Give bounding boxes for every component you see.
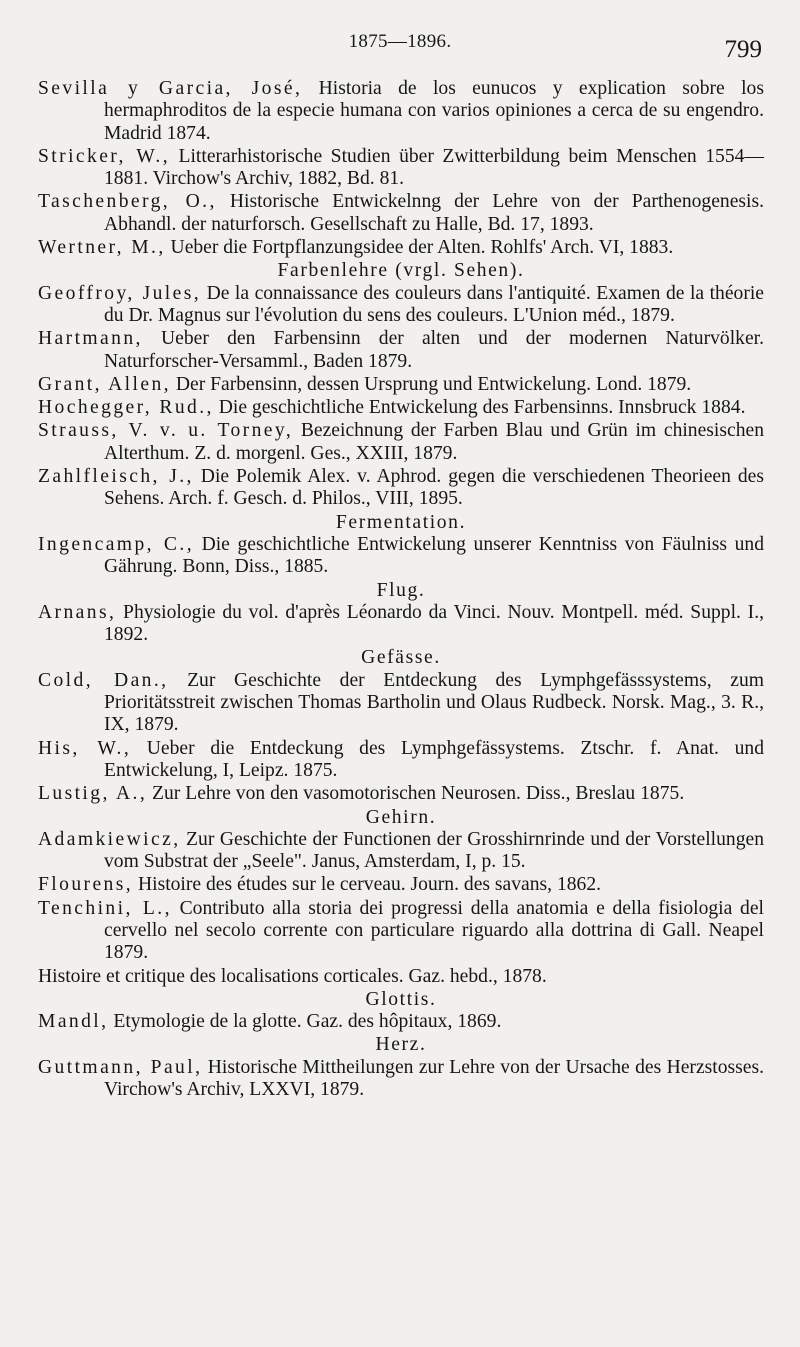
entry-author: Wertner, M., [38, 237, 166, 259]
entry-citation: Bezeichnung der Farben Blau und Grün im chinesischen Alterthum. Z. d. morgenl. Ges., XXIII, 1879. [104, 420, 764, 464]
bibliography-entry [38, 146, 764, 191]
entry-citation: Zur Geschichte der Functionen der Grosshirnrinde und der Vorstellungen vom Substrat der „Seele". Janus, Amsterdam, I, p. 15. [104, 828, 764, 873]
entry-citation: Zur Geschichte der Entdeckung des Lymphgefässsystems, zum Prioritätsstreit zwischen Thomas Bartholin und Olaus Rudbeck. Norsk. Mag., 3. R., IX, 1879. [104, 669, 764, 736]
bibliography-entry [38, 191, 764, 236]
entry-author: Taschenberg, O., [38, 191, 217, 213]
page-number: 799 [724, 36, 762, 63]
entry-author: Cold, Dan., [38, 669, 169, 691]
running-header: 1875—1896. [348, 31, 452, 52]
bibliography-entry [38, 874, 764, 896]
bibliography-body [38, 78, 764, 1102]
section-heading: Gefässe. [361, 647, 441, 669]
entry-citation: Contributo alla storia dei progressi della anatomia e della fisiologia del cervello nel secolo corrente con particulare riguardo alla dottrina di Gall. Neapel 1879. [104, 897, 764, 964]
entry-author: Tenchini, L., [38, 897, 172, 919]
entry-citation: Der Farbensinn, dessen Ursprung und Entwickelung. Lond. 1879. [170, 373, 692, 395]
entry-author: Mandl, [38, 1011, 109, 1033]
entry-author: Lustig, A., [38, 783, 148, 805]
bibliography-entry [38, 283, 764, 328]
section-heading: Farbenlehre (vrgl. Sehen). [277, 260, 525, 282]
entry-author: His, W., [38, 737, 132, 759]
entry-author: Grant, Allen, [38, 373, 171, 395]
entry-citation: Die geschichtliche Entwickelung unserer Kenntniss von Fäulniss und Gährung. Bonn, Diss., 1885. [104, 533, 764, 578]
entry-citation: Ueber den Farbensinn der alten und der modernen Naturvölker. Naturforscher-Versamml., Baden 1879. [104, 328, 764, 372]
bibliography-entry [38, 534, 764, 579]
section-heading: Herz. [375, 1034, 427, 1056]
entry-citation: Historia de los eunucos y explication sobre los hermaphroditos de la especie humana con varios opiniones a cerca de su engendro. Madrid 1874. [104, 78, 764, 144]
bibliography-entry [38, 1057, 764, 1102]
bibliography-entry [38, 783, 764, 805]
entry-author: Guttmann, Paul, [38, 1056, 203, 1078]
entry-citation: Die geschichtliche Entwickelung des Farbensinns. Innsbruck 1884. [213, 397, 746, 419]
bibliography-entry [38, 966, 764, 988]
entry-citation: Histoire des études sur le cerveau. Journ. des savans, 1862. [133, 874, 602, 896]
bibliography-entry [38, 670, 764, 737]
bibliography-entry [38, 328, 764, 373]
bibliography-entry [38, 466, 764, 511]
entry-author: Adamkiewicz, [38, 828, 181, 850]
entry-citation: Zur Lehre von den vasomotorischen Neurosen. Diss., Breslau 1875. [147, 783, 685, 805]
section-heading: Glottis. [365, 988, 437, 1010]
entry-author: Flourens, [38, 874, 134, 896]
bibliography-entry [38, 1011, 764, 1033]
entry-author: Arnans, [38, 601, 117, 623]
entry-citation: Ueber die Fortpflanzungsidee der Alten. Rohlfs' Arch. VI, 1883. [165, 237, 674, 259]
bibliography-entry [38, 237, 764, 259]
entry-citation: Historische Mittheilungen zur Lehre von der Ursache des Herzstosses. Virchow's Archiv, LXXVI, 1879. [104, 1056, 764, 1101]
section-heading: Gehirn. [365, 806, 437, 828]
entry-citation: Die Polemik Alex. v. Aphrod. gegen die verschiedenen Theorieen des Sehens. Arch. f. Gesch. d. Philos., VIII, 1895. [104, 466, 765, 510]
entry-author: Stricker, W., [38, 145, 170, 167]
bibliography-entry [38, 829, 764, 874]
entry-author: Hartmann, [38, 328, 143, 350]
entry-citation: Etymologie de la glotte. Gaz. des hôpitaux, 1869. [108, 1011, 502, 1033]
bibliography-entry [38, 397, 764, 419]
bibliography-entry [38, 898, 764, 965]
entry-author: Ingencamp, C., [38, 533, 194, 555]
bibliography-entry [38, 420, 764, 465]
entry-citation: Histoire et critique des localisations corticales. Gaz. hebd., 1878. [38, 965, 547, 987]
bibliography-entry [38, 738, 764, 783]
bibliography-entry [38, 602, 764, 647]
section-heading: Flug. [376, 579, 426, 601]
entry-author: Geoffroy, Jules, [38, 282, 202, 304]
entry-author: Strauss, V. v. u. Torney, [38, 420, 294, 442]
entry-citation: Historische Entwickelnng der Lehre von der Parthenogenesis. Abhandl. der naturforsch. Gesellschaft zu Halle, Bd. 17, 1893. [104, 191, 765, 235]
entry-citation: Ueber die Entdeckung des Lymphgefässystems. Ztschr. f. Anat. und Entwickelung, I, Leipz. 1875. [104, 737, 764, 781]
entry-author: Zahlfleisch, J., [38, 466, 194, 488]
entry-citation: Physiologie du vol. d'après Léonardo da Vinci. Nouv. Montpell. méd. Suppl. I., 1892. [104, 601, 764, 646]
entry-author: Sevilla y Garcia, José, [38, 78, 303, 99]
bibliography-entry [38, 374, 764, 396]
entry-citation: Litterarhistorische Studien über Zwitterbildung beim Menschen 1554—1881. Virchow's Archiv, 1882, Bd. 81. [104, 145, 765, 190]
section-heading: Fermentation. [335, 511, 467, 533]
entry-citation: De la connaissance des couleurs dans l'antiquité. Examen de la théorie du Dr. Magnus sur l'évolution du sens des couleurs. L'Union méd., 1879. [104, 282, 765, 326]
entry-author: Hochegger, Rud., [38, 397, 214, 419]
bibliography-entry [38, 78, 764, 145]
